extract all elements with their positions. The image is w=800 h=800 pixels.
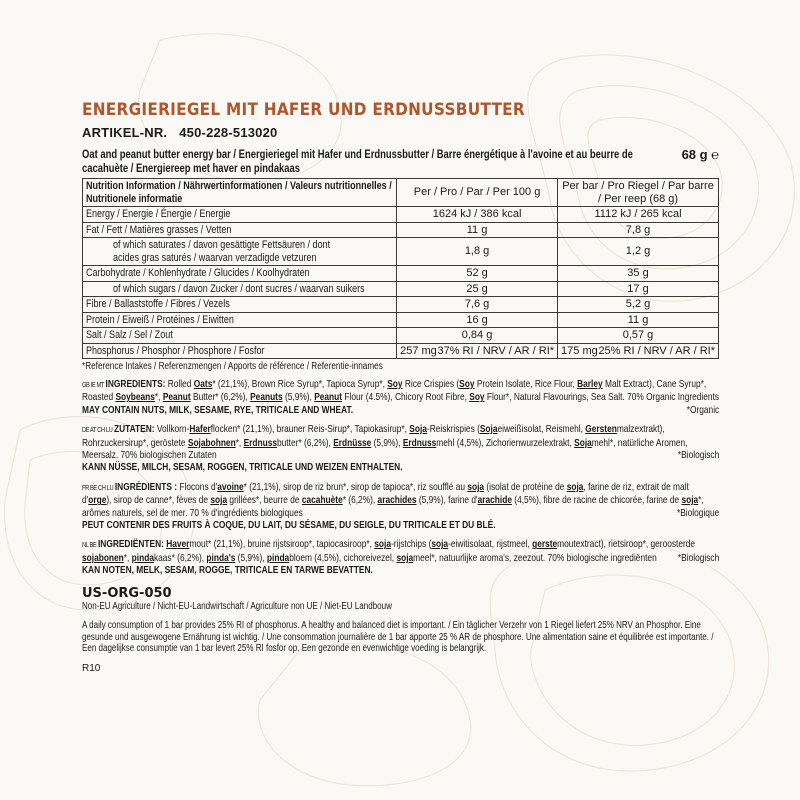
organic-certification-code: US-ORG-050 <box>82 585 172 601</box>
allergen-warning-en: MAY CONTAIN NUTS, MILK, SESAME, RYE, TRITICALE AND WHEAT. <box>82 404 354 416</box>
table-row: Protein / Eiweiß / Protéines / Eiwitten 16 g 11 g <box>83 312 719 328</box>
article-number <box>82 125 719 140</box>
table-row: Fat / Fett / Matières grasses / Vetten 11 g 7,8 g <box>83 222 719 238</box>
description-text: Oat and peanut butter energy bar / Energieriegel mit Hafer und Erdnussbutter / Barre énergétique à l'avoine et au beurre de cacahuète / Energiereep met haver en pindakaas <box>82 149 633 175</box>
table-row: Salt / Salz / Sel / Zout 0,84 g 0,57 g <box>83 328 719 344</box>
ingredients-en: GB IE MT INGREDIENTS: Rolled Oats* (21,1%), Brown Rice Syrup*, Tapioca Syrup*, Soy Rice Crispies (Soy Protein Isolate, Rice Flour, Barley Malt Extract), Cane Syrup*, Roasted Soybeans*, Peanut Butter* (6,2%), Peanuts (5,9%), Peanut Flour (4.5%), Chicory Root Fibre, Soy Flour*, Natural Flavourings, Sea Salt. 70% Organic Ingredients *Organic MAY CONTAIN NUTS, MILK, SESAME, RYE, TRITICALE AND WHEAT. <box>82 379 720 416</box>
allergen-warning-de: KANN NÜSSE, MILCH, SESAM, ROGGEN, TRITICALE UND WEIZEN ENTHALTEN. <box>82 462 403 474</box>
country-flags-fr: FR BE CH LU <box>82 484 114 492</box>
allergen-warning-nl: KAN NOTEN, MELK, SESAM, ROGGE, TRITICALE EN TARWE BEVATTEN. <box>82 565 373 577</box>
table-row: Carbohydrate / Kohlenhydrate / Glucides / Koolhydraten 52 g 35 g <box>83 266 719 282</box>
country-flags-de: DE AT CH LU <box>82 427 113 435</box>
ingredients-de: DE AT CH LU ZUTATEN: Vollkorn-Haferflocken* (21,1%), brauner Reis-Sirup*, Tapiokasirup*, Soja-Reiskrispies (Sojaeiweißisolat, Reismehl, Gerstenmalzextrakt), Rohrzuckersirup*, geröstete Sojabohnen*, Erdnussbutter* (6,2%), Erdnüsse (5,9%), Erdnussmehl (4,5%), Zichorienwurzelextrakt, Sojamehl*, natürliche Aromen, Meersalz. 70% biologischen Zutaten *Biologisch KANN NÜSSE, MILCH, SESAM, ROGGEN, TRITICALE UND WEIZEN ENTHALTEN. <box>82 424 720 474</box>
country-flags-nl: NL BE <box>82 542 97 550</box>
product-description <box>82 148 719 176</box>
table-row-phosphorus: Phosphorus / Phosphor / Phosphore / Fosfor 257 mg 37% RI / NRV / AR / RI* 175 mg 25% RI / NRV / AR / RI* <box>83 343 719 359</box>
agriculture-origin: Non-EU Agriculture / Nicht-EU-Landwirtschaft / Agriculture non UE / Niet-EU Landbouw <box>82 600 392 612</box>
organic-note-nl: *Biologisch <box>677 552 720 564</box>
organic-note-en: *Organic <box>686 404 720 416</box>
revision-code: R10 <box>82 662 101 674</box>
ingredients-nl: NL BE INGREDIËNTEN: Havermout* (21,1%), bruine rijstsiroop*, tapiocasiroop*, soja-rijstchips (soja-eiwitisolaat, rijstmeel, gerstemoutextract), rietsiroop*, geroosterde sojabonen*, pindakaas* (6,2%), pinda's (5,9%), pindabloem (4,5%), cichoreivezel, sojameel*, natuurlijke aroma's, zeezout. 70% biologische ingrediënten *Biologisch KAN NOTEN, MELK, SESAM, ROGGE, TRITICALE EN TARWE BEVATTEN. <box>82 539 720 577</box>
reference-intakes-footnote: *Reference Intakes / Referenzmengen / Apports de référence / Referentie-innames <box>82 361 383 372</box>
header-per-100g: Per / Pro / Par / Per 100 g <box>397 179 558 207</box>
organic-note-de: *Biologisch <box>677 450 720 462</box>
product-label <box>82 100 719 674</box>
header-label: Nutrition Information / Nährwertinformationen / Valeurs nutritionnelles / Nutritionele informatie <box>86 180 392 205</box>
table-row: Fibre / Ballaststoffe / Fibres / Vezels 7,6 g 5,2 g <box>83 297 719 313</box>
header-per-bar: Per bar / Pro Riegel / Par barre / Per reep (68 g) <box>558 179 719 207</box>
ingredients-fr: FR BE CH LU INGRÉDIENTS : Flocons d'avoine* (21,1%), sirop de riz brun*, sirop de tapioca*, riz soufflé au soja (isolat de protéine de soja, farine de riz, extrait de malt d'orge), sirop de canne*, fèves de soja grillées*, beurre de cacahuète* (6,2%), arachides (5,9%), farine d'arachide (4,5%), fibre de racine de chicorée, farine de soja*, arômes naturels, sel de mer. 70 % d'ingrédients biologiques *Biologique PEUT CONTENIR DES FRUITS À COQUE, DU LAIT, DU SÉSAME, DU SEIGLE, DU TRITICALE ET DU BLÉ. <box>82 481 720 532</box>
product-title: ENERGIERIEGEL MIT HAFER UND ERDNUSSBUTTER <box>82 100 525 120</box>
net-weight: 68 g ℮ <box>681 147 719 162</box>
country-flags-en: GB IE MT <box>82 382 104 389</box>
daily-consumption-note: A daily consumption of 1 bar provides 25% RI of phosphorus. A healthy and balanced diet is important. / Ein täglicher Verzehr von 1 Riegel liefert 25% NRV an Phosphor. Eine gesunde und ausgewogene Ernährung ist wichtig. / Une consommation journalière de 1 bar apporte 25 % AR de phosphore. Une alimentation saine et équilibrée est importante. / Een dagelijkse consumptie van 1 bar levert 25% RI fosfor op. Een gezonde en evenwichtige voeding is belangrijk. <box>82 620 714 655</box>
nutrition-table <box>82 178 719 359</box>
organic-note-fr: *Biologique <box>676 507 720 519</box>
table-header-row <box>83 179 719 207</box>
allergen-warning-fr: PEUT CONTENIR DES FRUITS À COQUE, DU LAIT, DU SÉSAME, DU SEIGLE, DU TRITICALE ET DU BLÉ. <box>82 520 496 532</box>
article-number-value: 450-228-513020 <box>179 125 278 140</box>
table-row: of which saturates / davon gesättigte Fettsäuren / dont acides gras saturés / waarvan verzadigde vetzuren 1,8 g 1,2 g <box>83 238 719 266</box>
table-row: Energy / Energie / Énergie / Energie 1624 kJ / 386 kcal 1112 kJ / 265 kcal <box>83 207 719 223</box>
article-number-label: ARTIKEL-NR. <box>82 125 168 140</box>
table-row: of which sugars / davon Zucker / dont sucres / waarvan suikers 25 g 17 g <box>83 281 719 297</box>
